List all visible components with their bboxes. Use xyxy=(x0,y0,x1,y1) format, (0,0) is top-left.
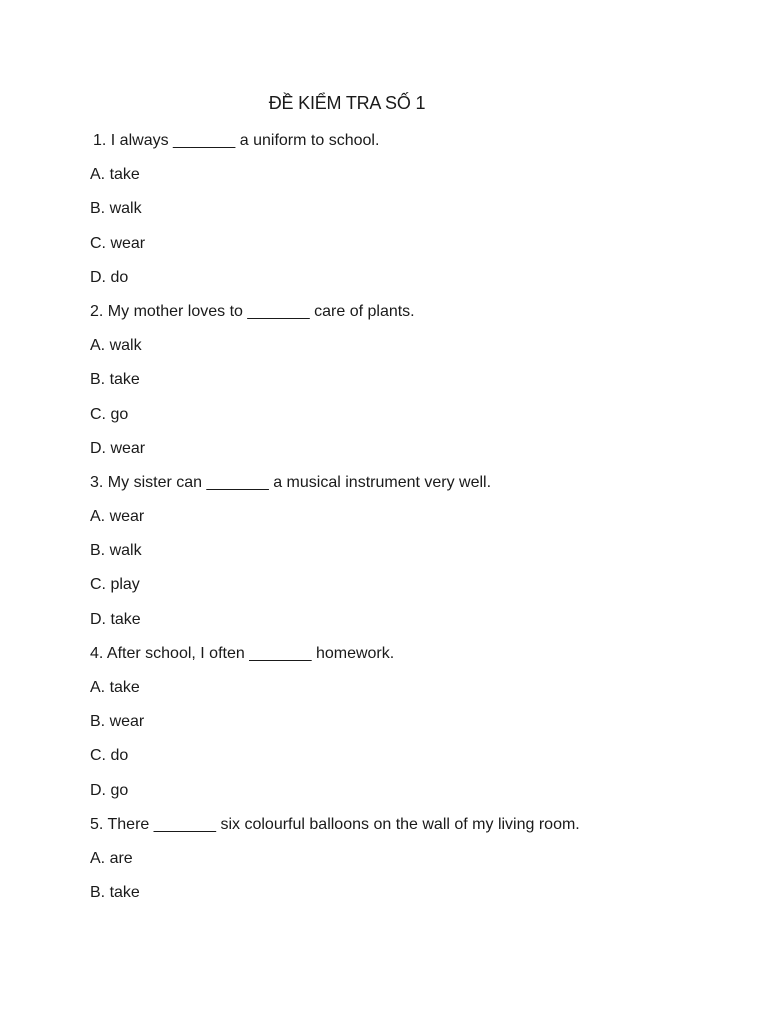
answer-option: A. take xyxy=(90,166,140,184)
answer-option: D. go xyxy=(90,781,129,799)
answer-option: C. wear xyxy=(90,234,146,252)
question-stem: 5. There _______ six colourful balloons on the wall of my living room. xyxy=(90,815,580,833)
answer-option: C. go xyxy=(90,405,129,423)
question-stem: 1. I always _______ a uniform to school. xyxy=(93,132,380,149)
question-stem: 2. My mother loves to _______ care of plants. xyxy=(90,302,415,320)
answer-option: A. take xyxy=(90,679,140,696)
answer-option: D. wear xyxy=(90,439,146,457)
answer-option: C. play xyxy=(90,576,140,594)
answer-option: C. do xyxy=(90,747,129,765)
answer-option: B. take xyxy=(90,371,140,389)
answer-option: A. are xyxy=(90,849,133,867)
answer-option: B. take xyxy=(90,884,140,902)
answer-option: B. walk xyxy=(90,200,142,218)
document-title: ĐỀ KIỂM TRA SỐ 1 xyxy=(268,93,426,113)
question-stem: 3. My sister can _______ a musical instrument very well. xyxy=(90,473,492,491)
answer-option: B. walk xyxy=(90,542,142,560)
answer-option: A. wear xyxy=(90,508,145,526)
answer-option: D. take xyxy=(90,610,141,628)
question-list xyxy=(90,131,710,917)
answer-option: A. walk xyxy=(90,337,142,355)
question-stem: 4. After school, I often _______ homework. xyxy=(90,644,395,662)
answer-option: B. wear xyxy=(90,713,145,731)
answer-option: D. do xyxy=(90,268,129,286)
